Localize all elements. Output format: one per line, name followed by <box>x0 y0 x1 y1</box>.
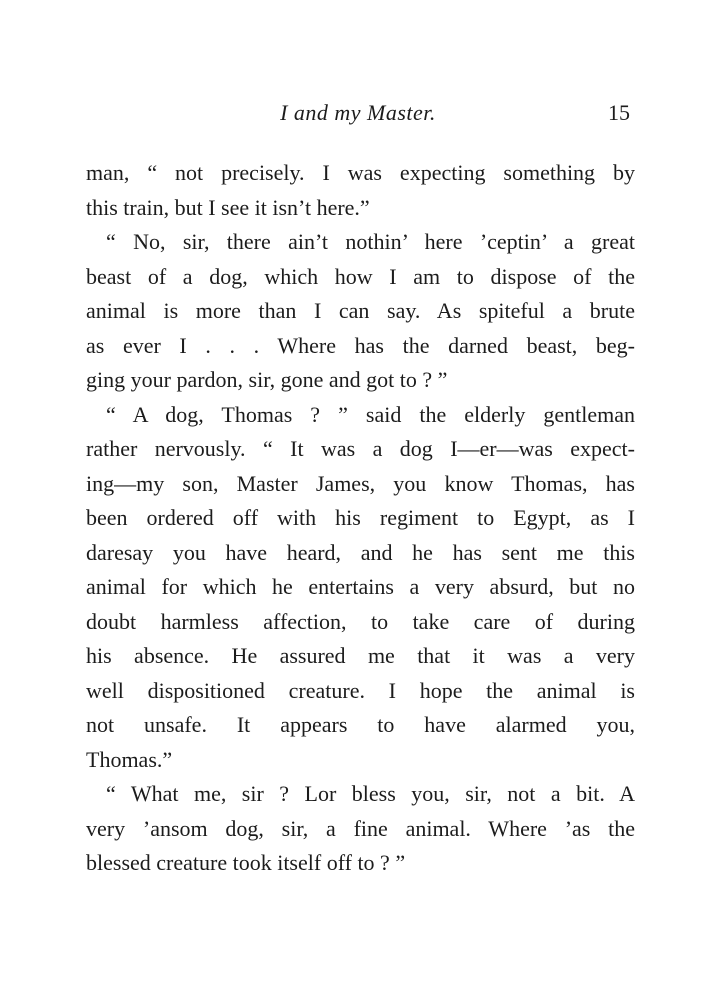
text-line: doubt harmless affection, to take care of during <box>86 608 635 634</box>
text-line: ging your pardon, sir, gone and got to ? ” <box>86 367 448 392</box>
body-text <box>86 156 635 881</box>
running-head-title: I and my Master. <box>280 100 436 125</box>
text-line: as ever I . . . Where has the darned beast, beg- <box>86 332 635 358</box>
text-line: “ No, sir, there ain’t nothin’ here ’ceptin’ a great <box>106 229 635 254</box>
text-line: daresay you have heard, and he has sent me this <box>86 539 635 565</box>
text-line: well dispositioned creature. I hope the animal is <box>86 677 635 703</box>
text-line: “ What me, sir ? Lor bless you, sir, not a bit. A <box>106 781 635 806</box>
text-line: been ordered off with his regiment to Egypt, as I <box>86 505 635 530</box>
text-line: rather nervously. “ It was a dog I—er—was expect- <box>86 436 635 461</box>
text-line: Thomas.” <box>86 746 173 772</box>
text-line: blessed creature took itself off to ? ” <box>86 850 406 875</box>
text-line: ing—my son, Master James, you know Thomas, has <box>86 470 635 496</box>
running-head <box>0 100 716 134</box>
text-line: “ A dog, Thomas ? ” said the elderly gentleman <box>106 401 635 427</box>
text-line: not unsafe. It appears to have alarmed you, <box>86 712 635 737</box>
text-line: this train, but I see it isn’t here.” <box>86 194 370 220</box>
text-line: his absence. He assured me that it was a very <box>86 643 635 668</box>
text-line: animal for which he entertains a very absurd, but no <box>86 574 635 599</box>
text-line: beast of a dog, which how I am to dispose of the <box>86 263 635 289</box>
text-line: man, “ not precisely. I was expecting something by <box>86 160 635 185</box>
text-line: very ’ansom dog, sir, a fine animal. Where ’as the <box>86 815 635 841</box>
page-number: 15 <box>608 100 630 125</box>
text-line: animal is more than I can say. As spiteful a brute <box>86 298 635 323</box>
